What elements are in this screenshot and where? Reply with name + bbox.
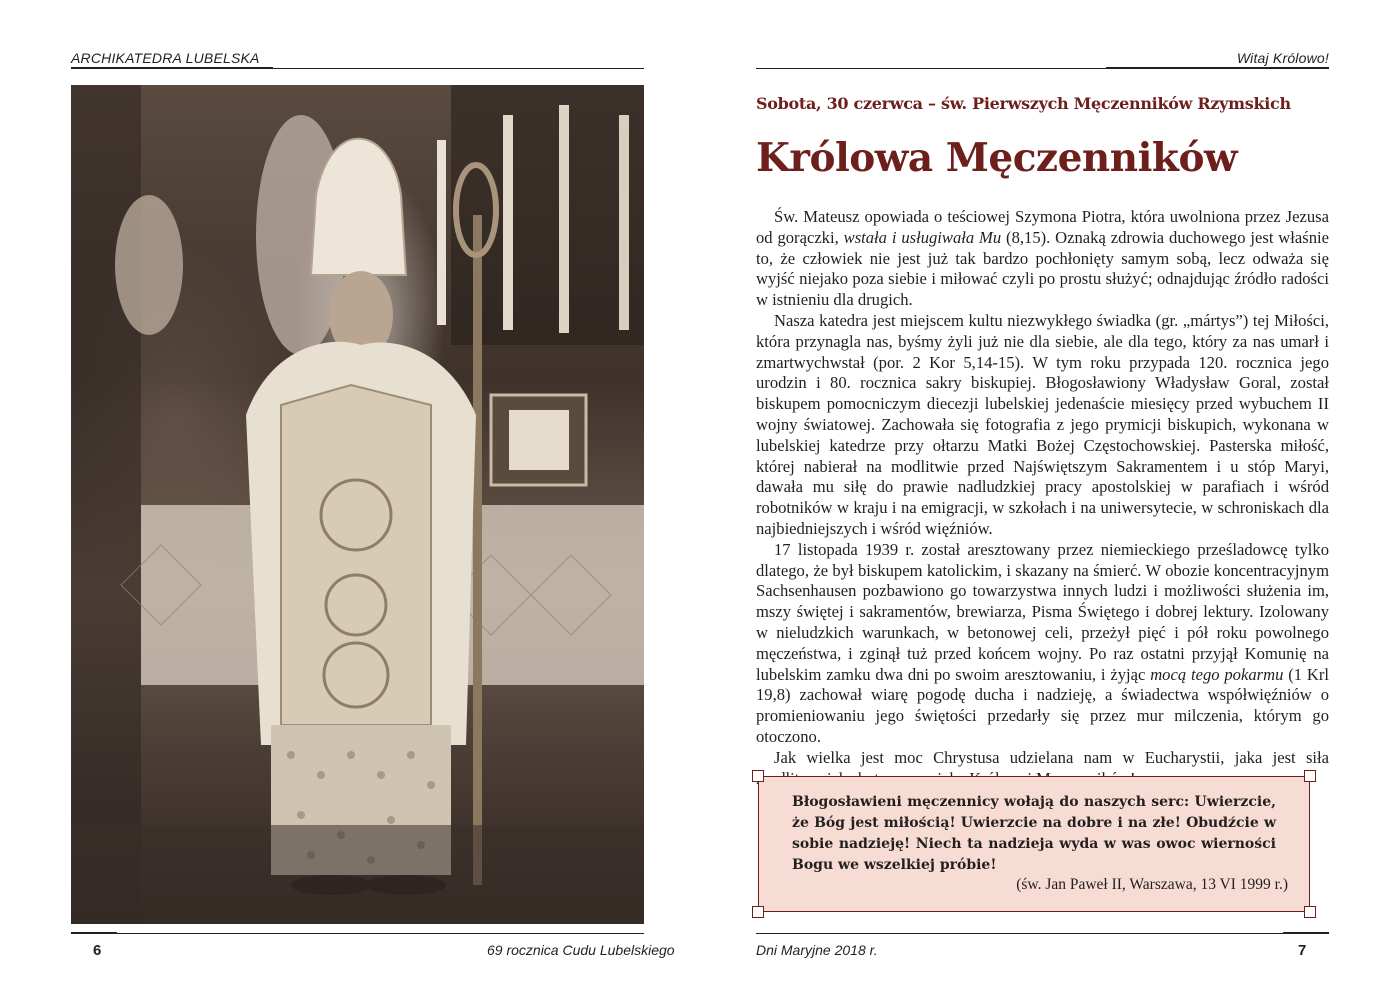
quote-box-corner <box>1304 906 1316 918</box>
footer-text-left: 69 rocznica Cudu Lubelskiego <box>487 942 675 958</box>
paragraph-1: Św. Mateusz opowiada o teściowej Szymona Piotra, która uwolniona przez Jezusa od gorączki, wstała i usługiwała Mu (8,15). Oznaką zdrowia duchowego jest właśnie to, że człowiek nie jest już tak bardzo pochłonięty samym sobą, lecz odważa się wyjść niejako poza siebie i miłować czyli po prostu służyć; odnajdując źródło radości w istnieniu dla drugich. <box>756 207 1329 310</box>
article-title: Królowa Męczenników <box>756 135 1238 181</box>
quote-box-corner <box>1304 770 1316 782</box>
footer-rule-left <box>71 933 644 934</box>
quote-source: (św. Jan Paweł II, Warszawa, 13 VI 1999 r.) <box>1016 876 1288 893</box>
header-rule-left <box>71 68 644 69</box>
photo-illustration <box>71 85 644 924</box>
paragraph-4: Jak wielka jest moc Chrystusa udzielana nam w Eucharystii, jaka jest siła <box>774 747 1329 767</box>
quote-box-corner <box>752 906 764 918</box>
bishop-photograph <box>71 85 644 924</box>
running-head-right: Witaj Królowo! <box>1236 50 1329 66</box>
quote-box-corner <box>752 770 764 782</box>
footer-rule-right <box>756 933 1329 934</box>
running-head-left: ARCHIKATEDRA LUBELSKA <box>71 50 260 66</box>
article-body <box>756 207 1329 789</box>
footer-rule-thick-right <box>1283 932 1329 934</box>
header-rule-thick-right <box>1106 67 1329 69</box>
footer-rule-thick-left <box>71 932 117 934</box>
paragraph-2: Nasza katedra jest miejscem kultu niezwykłego świadka (gr. „mártys”) tej Miłości, która przynagla nas, byśmy żyli już nie dla siebie, ale dla tego, który za nas umarł i zmartwychwstał (por. 2 Kor 5,14-15). W tym roku przypada 120. rocznica jego urodzin i 80. rocznica sakry biskupiej. Błogosławiony Władysław Goral, został biskupem pomocniczym diecezji lubelskiej jedenaście miesięcy przed wybuchem II wojny światowej. Zachowała się fotografia z jego prymicji biskupich, wykonana w lubelskiej katedrze przy ołtarzu Matki Bożej Częstochowskiej. Pasterska miłość, której nabierał na modlitwie przed Najświętszym Sakramentem i u stóp Maryi, dawała mu siłę do prawie nadludzkiej pracy apostolskiej w parafiach i wśród robotników w kraju i na emigracji, w szkołach i na uniwersytecie, w schroniskach dla najbiedniejszych i wśród więźniów. <box>756 310 1329 538</box>
article-kicker: Sobota, 30 czerwca – św. Pierwszych Męczenników Rzymskich <box>756 94 1291 113</box>
quote-text: Błogosławieni męczennicy wołają do naszych serc: Uwierzcie, że Bóg jest miłością! Uwierzcie na dobre i na złe! Obudźcie w sobie nadzieję! Niech ta nadzieja wyda w was owoc wierności Bogu we wszelkiej próbie! <box>792 794 1276 873</box>
footer-text-right: Dni Maryjne 2018 r. <box>756 942 878 958</box>
page-number-right: 7 <box>1298 942 1307 959</box>
page-number-left: 6 <box>93 942 102 959</box>
paragraph-3: 17 listopada 1939 r. został aresztowany przez niemieckiego prześladowcę tylko dlatego, że był biskupem katolickim, i skazany na śmierć. W obozie koncentracyjnym Sachsenhausen pozbawiono go towarzystwa innych ludzi i możliwości służenia im, mszy świętej i sakramentów, brewiarza, Pisma Świętego i dobrej lektury. Izolowany w nieludzkich warunkach, w betonowej celi, przeżył pięć i pół roku powolnego męczeństwa, i zginął tuż przed końcem wojny. Po raz ostatni przyjął Komunię na lubelskim zamku dwa dni po swoim aresztowaniu, i żyjąc mocą tego pokarmu (1 Krl 19,8) zachował wiarę pogodę ducha i nadzieję, a świadectwa współwięźniów o promieniowaniu jego świętości przedarły się przez mur milczenia, którym go otoczono. <box>756 539 1329 746</box>
